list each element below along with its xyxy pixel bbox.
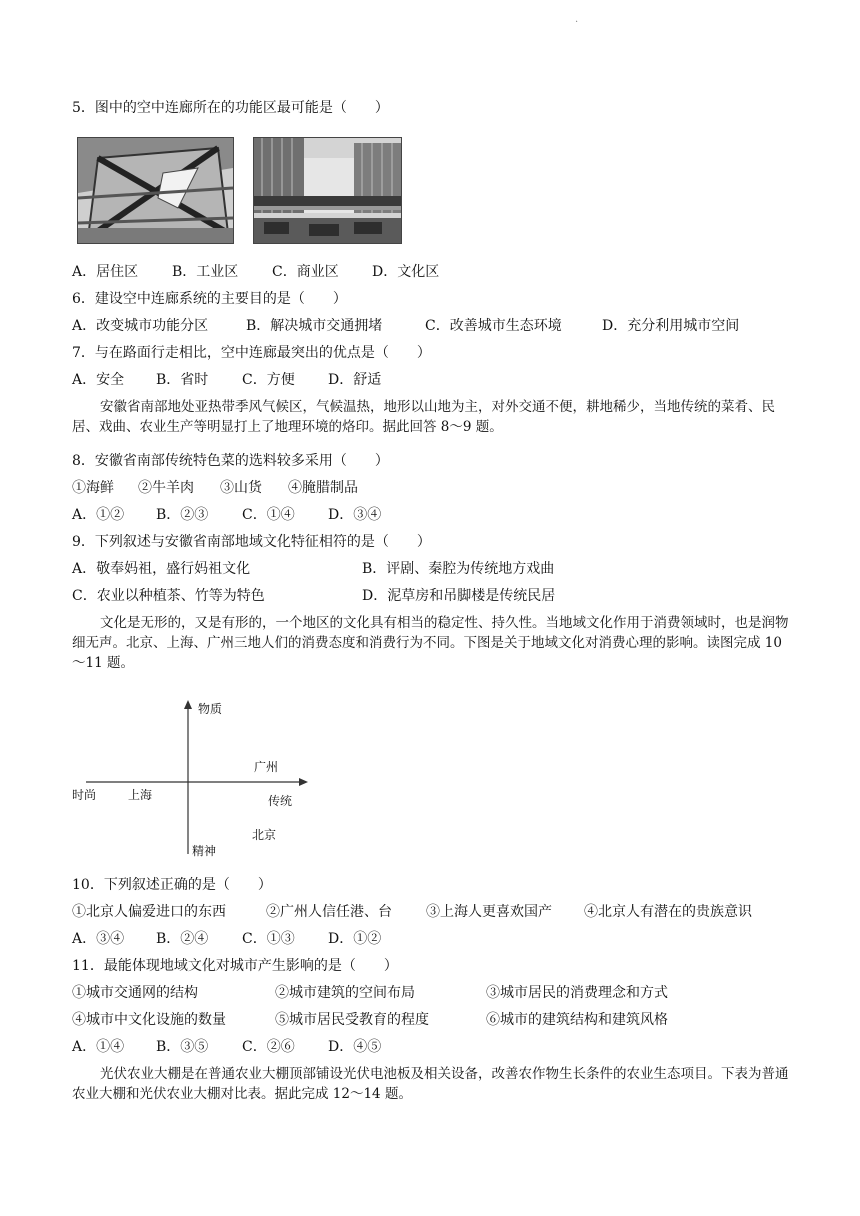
passage-pv-greenhouse: 光伏农业大棚是在普通农业大棚顶部铺设光伏电池板及相关设备，改善农作物生长条件的农业生态项目。下表为普通农业大棚和光伏农业大棚对比表。据此完成 12～14 题。 <box>72 1066 789 1102</box>
q10-option-c[interactable]: C．①③ <box>242 931 295 947</box>
q8-item-2: ②牛羊肉 <box>138 480 194 496</box>
q10-item-4: ④北京人有潜在的贵族意识 <box>584 904 752 920</box>
q10-item-1: ①北京人偏爱进口的东西 <box>72 904 226 920</box>
q5-option-b[interactable]: B．工业区 <box>172 264 239 280</box>
consumption-psychology-diagram <box>72 698 312 860</box>
axis-label-fashion: 时尚 <box>72 788 97 802</box>
q7-option-d[interactable]: D．舒适 <box>328 372 382 388</box>
q5-option-c[interactable]: C．商业区 <box>272 264 339 280</box>
q10-option-d[interactable]: D．①② <box>328 931 382 947</box>
q6-option-a[interactable]: A．改变城市功能分区 <box>72 318 209 334</box>
q11-item-1: ①城市交通网的结构 <box>72 985 198 1001</box>
q6-option-b[interactable]: B．解决城市交通拥堵 <box>246 318 383 334</box>
q9-option-c[interactable]: C．农业以种植茶、竹等为特色 <box>72 588 265 604</box>
q5-option-d[interactable]: D．文化区 <box>372 264 440 280</box>
q11-option-d[interactable]: D．④⑤ <box>328 1039 382 1055</box>
q6-option-d[interactable]: D．充分利用城市空间 <box>602 318 740 334</box>
axis-label-tradition: 传统 <box>268 794 293 808</box>
q8-option-c[interactable]: C．①④ <box>242 507 295 523</box>
q11-item-5: ⑤城市居民受教育的程度 <box>275 1012 429 1028</box>
passage-anhui: 安徽省南部地处亚热带季风气候区，气候温热，地形以山地为主，对外交通不便，耕地稀少，当地传统的菜肴、民居、戏曲、农业生产等明显打上了地理环境的烙印。据此回答 8～9 题。 <box>72 399 775 435</box>
question-5-stem: 5．图中的空中连廊所在的功能区最可能是（ ） <box>72 100 389 116</box>
q7-option-a[interactable]: A．安全 <box>72 372 125 388</box>
q10-option-a[interactable]: A．③④ <box>72 931 125 947</box>
q5-option-a[interactable]: A．居住区 <box>72 264 139 280</box>
axis-label-spiritual: 精神 <box>192 844 217 858</box>
q10-option-b[interactable]: B．②④ <box>156 931 209 947</box>
q11-item-3: ③城市居民的消费理念和方式 <box>486 985 668 1001</box>
page-dot: . <box>575 14 579 25</box>
point-shanghai: 上海 <box>128 788 153 802</box>
question-8-stem: 8．安徽省南部传统特色菜的选料较多采用（ ） <box>72 453 389 469</box>
q8-option-a[interactable]: A．①② <box>72 507 125 523</box>
q9-option-a[interactable]: A．敬奉妈祖，盛行妈祖文化 <box>72 561 251 577</box>
question-6-stem: 6．建设空中连廊系统的主要目的是（ ） <box>72 291 347 307</box>
q11-item-4: ④城市中文化设施的数量 <box>72 1012 226 1028</box>
passage-regional-culture: 文化是无形的，又是有形的，一个地区的文化具有相当的稳定性、持久性。当地域文化作用于消费领域时，也是润物细无声。北京、上海、广州三地人们的消费态度和消费行为不同。下图是关于地域文化对消费心理的影响。读图完成 10～11 题。 <box>72 615 789 671</box>
q11-option-c[interactable]: C．②⑥ <box>242 1039 295 1055</box>
skybridge-photo-1-image <box>78 138 233 243</box>
q9-option-d[interactable]: D．泥草房和吊脚楼是传统民居 <box>362 588 556 604</box>
point-beijing: 北京 <box>252 828 277 842</box>
axis-label-material: 物质 <box>198 702 223 716</box>
q11-option-b[interactable]: B．③⑤ <box>156 1039 209 1055</box>
q8-option-d[interactable]: D．③④ <box>328 507 382 523</box>
q8-item-4: ④腌腊制品 <box>288 480 358 496</box>
q8-item-3: ③山货 <box>220 480 262 496</box>
skybridge-photo-1 <box>77 137 234 244</box>
q8-option-b[interactable]: B．②③ <box>156 507 209 523</box>
question-9-stem: 9．下列叙述与安徽省南部地域文化特征相符的是（ ） <box>72 534 431 550</box>
skybridge-photo-2-image <box>254 138 401 243</box>
question-7-stem: 7．与在路面行走相比，空中连廊最突出的优点是（ ） <box>72 345 431 361</box>
q11-item-6: ⑥城市的建筑结构和建筑风格 <box>486 1012 668 1028</box>
q10-item-2: ②广州人信任港、台 <box>266 904 392 920</box>
question-10-stem: 10．下列叙述正确的是（ ） <box>72 877 272 893</box>
q7-option-b[interactable]: B．省时 <box>156 372 209 388</box>
q11-item-2: ②城市建筑的空间布局 <box>275 985 415 1001</box>
point-guangzhou: 广州 <box>254 760 279 774</box>
question-11-stem: 11．最能体现地域文化对城市产生影响的是（ ） <box>72 958 398 974</box>
q11-option-a[interactable]: A．①④ <box>72 1039 125 1055</box>
q8-item-1: ①海鲜 <box>72 480 114 496</box>
q6-option-c[interactable]: C．改善城市生态环境 <box>425 318 562 334</box>
skybridge-photo-2 <box>253 137 402 244</box>
q9-option-b[interactable]: B．评剧、秦腔为传统地方戏曲 <box>362 561 555 577</box>
q10-item-3: ③上海人更喜欢国产 <box>426 904 552 920</box>
q7-option-c[interactable]: C．方便 <box>242 372 295 388</box>
